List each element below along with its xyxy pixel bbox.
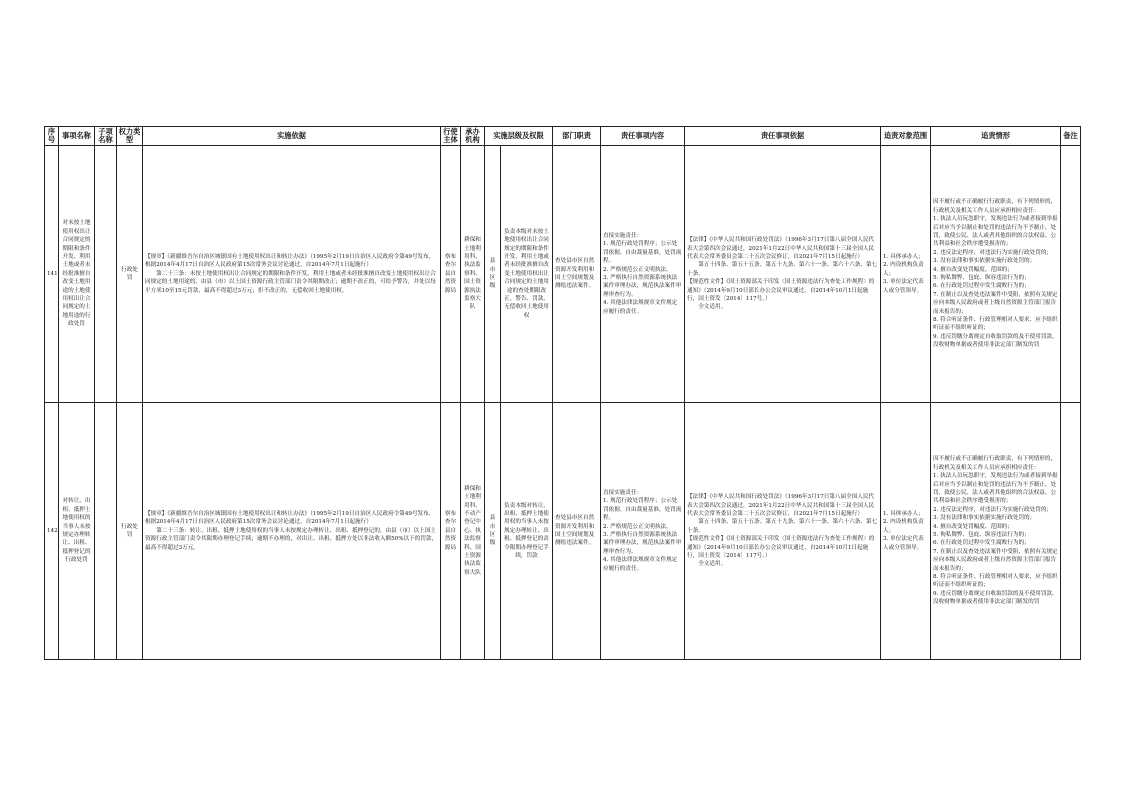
row-scope: 1. 具体承办人； 2. 内设机构负责人； 3. 单位法定代表人或分管领导。 (881, 403, 931, 660)
header-sub: 子项名称 (95, 127, 117, 146)
row-subject: 察布查尔县自然资源局 (441, 146, 461, 403)
header-resp-basis: 责任事项依据 (685, 127, 881, 146)
row-situation: 因不履行或不正确履行行政职责，有下列情形的，行政机关及相关工作人员应承担相应责任： 1. 执法人员玩忽职守，发现违法行为或者接到举报后对应当予以制止和处罚的违法行为不予制止、处罚，致使公民、法人或者其他组织的合法权益、公共利益和社会秩序遭受损害的； 2. 违反法定程序，对违法行为实施行政处罚的； 3. 没有法律和事实依据实施行政处罚的； 4. 擅自改变处罚幅度、范围的； 5. 徇私舞弊、包庇、纵容违法行为的； 6. 在行政处罚过程中发生腐败行为的； 7. 在制止以及查处违法案件中受阻，依照有关规定应向本级人民政府或者上级自然资源主管部门报告而未报告的； 8. 符合听证条件、行政管理相对人要求，应予组织听证而不组织听证的； 9. 违反罚缴分离规定自收取罚款的及不使用罚款，没收财物单据或者使用非法定部门制发的罚 (931, 403, 1061, 660)
row-dept-range: 负责本级对未按土地使用权出让合同规定的期限和条件开发、利用土地或者未经批准擅自改变土地使用权出让合同规定的土地用途的查处期限改正、警告、罚款、无偿收回土地使用权 (501, 146, 553, 403)
row-dept: 查处县市区自然资源开发利用和国土空间规划及测绘违法案件。 (553, 403, 601, 660)
row-resp: 直接实施责任： 1. 规范行政处罚程序；公示处罚依据、自由裁量基准，处罚流程。 2. 严格规范公正文明执法。 3. 严格执行自然资源系统执法案件审理办法，规范执法案件审理审查行为。 4. 其他法律法规规章文件规定应履行的责任。 (601, 146, 685, 403)
header-situation: 追责情形 (931, 127, 1061, 146)
header-resp: 责任事项内容 (601, 127, 685, 146)
header-type: 权力类型 (117, 127, 143, 146)
header-basis: 实施依据 (143, 127, 441, 146)
header-name: 事项名称 (59, 127, 95, 146)
row-level: 县市区级 (485, 146, 501, 403)
power-list-table (44, 126, 1081, 660)
row-subject: 察布查尔县自然资源局 (441, 403, 461, 660)
row-resp: 直接实施责任： 1. 规范行政处罚程序；公示处罚依据、自由裁量基准，处罚流程。 2. 严格规范公正文明执法。 3. 严格执行自然资源系统执法案件审理办法，规范执法案件审理审查行为。 4. 其他法律法规规章文件规定应履行的责任。 (601, 403, 685, 660)
row-org: 耕保和土地利用科、执法监察科、国土资源执法监察大队 (461, 146, 485, 403)
table-row (45, 403, 1081, 660)
row-resp-basis: 【法律】《中华人民共和国行政处罚法》（1996年3月17日第八届全国人民代表大会第四次会议通过，2021年1月22日中华人民共和国第十三届全国人民代表大会常务委员会第二十五次会议修订，自2021年7月15日起施行） 第五十四条、第五十五条、第五十九条、第六十一条、第六十六条、第七十条。 【规范性文件】《国土资源部关于印发〈国土资源违法行为查处工作规程〉的通知》（2014年9月10日部长办公会议审议通过，自2014年10月1日起施行，国土资发〔2014〕117号。） 全文适用。 (685, 403, 881, 660)
row-seq: 141 (45, 146, 59, 403)
header-org: 承办机构 (461, 127, 485, 146)
row-org: 耕保和土地利用科、不动产登记中心、执法监察科、国土资源执法监察大队 (461, 403, 485, 660)
row-note (1061, 146, 1081, 403)
row-dept: 查处县市区自然资源开发利用和国土空间规划及测绘违法案件。 (553, 146, 601, 403)
header-note: 备注 (1061, 127, 1081, 146)
row-basis: 【规章】《新疆维吾尔自治区城镇国有土地使用权出让和转让办法》（1995年2月19日自治区人民政府令第49号发布，根据2014年4月17日自治区人民政府第15次常务会议讨论通过，自2014年7月1日起施行） 第二十三条：未按土地使用权出让合同规定的期限和条件开发，利用土地或者未经批准擅自改变土地使用权出让合同规定的土地用途的，由县（市）以上国土资源行政主管部门责令其限期改正；逾期不改正的，可给予警告，并处以每平方米10至15元罚款，最高不得超过3万元；拒不改正的，无偿收回土地使用权。 (143, 146, 441, 403)
row-sub (95, 403, 117, 660)
row-type: 行政处罚 (117, 146, 143, 403)
header-subject: 行使主体 (441, 127, 461, 146)
row-sub (95, 146, 117, 403)
table-row (45, 146, 1081, 403)
table-header-row (45, 127, 1081, 146)
row-level: 县市区级 (485, 403, 501, 660)
row-note (1061, 403, 1081, 660)
row-dept-range: 负责本级对转让、出租、抵押土地使用权的当事人未按规定办理转让、出租、抵押登记的责令限期办理登记手续，罚款 (501, 403, 553, 660)
row-name: 对转让、出租、抵押土地使用权的当事人未按规定办理转让、出租、抵押登记的行政处罚 (59, 403, 95, 660)
header-seq: 序号 (45, 127, 59, 146)
header-dept: 部门职责 (553, 127, 601, 146)
row-resp-basis: 【法律】《中华人民共和国行政处罚法》（1996年3月17日第八届全国人民代表大会第四次会议通过，2021年1月22日中华人民共和国第十三届全国人民代表大会常务委员会第二十五次会议修订，自2021年7月15日起施行） 第五十四条、第五十五条、第五十九条、第六十一条、第六十六条、第七十条。 【规范性文件】《国土资源部关于印发〈国土资源违法行为查处工作规程〉的通知》（2014年9月10日部长办公会议审议通过，自2014年10月1日起施行，国土资发〔2014〕117号。） 全文适用。 (685, 146, 881, 403)
row-type: 行政处罚 (117, 403, 143, 660)
row-situation: 因不履行或不正确履行行政职责，有下列情形的，行政机关及相关工作人员应承担相应责任： 1. 执法人员玩忽职守，发现违法行为或者接到举报后对应当予以制止和处罚的违法行为不予制止、处罚，致使公民、法人或者其他组织的合法权益、公共利益和社会秩序遭受损害的； 2. 违反法定程序，对违法行为实施行政处罚的； 3. 没有法律和事实依据实施行政处罚的； 4. 擅自改变处罚幅度、范围的； 5. 徇私舞弊、包庇、纵容违法行为的； 6. 在行政处罚过程中发生腐败行为的； 7. 在制止以及查处违法案件中受阻，依照有关规定应向本级人民政府或者上级自然资源主管部门报告而未报告的； 8. 符合听证条件、行政管理相对人要求，应予组织听证而不组织听证的； 9. 违反罚缴分离规定自收取罚款的及不使用罚款，没收财物单据或者使用非法定部门制发的罚 (931, 146, 1061, 403)
header-scope: 追责对象范围 (881, 127, 931, 146)
row-scope: 1. 具体承办人； 2. 内设机构负责人； 3. 单位法定代表人或分管领导。 (881, 146, 931, 403)
row-seq: 142 (45, 403, 59, 660)
row-name: 对未按土地使用权出让合同规定的期限和条件开发、利用土地或者未经批准擅自改变土地用途的土地使用权出让合同规定的土地用途的行政处罚 (59, 146, 95, 403)
header-level: 实施层级及权限 (485, 127, 553, 146)
row-basis: 【规章】《新疆维吾尔自治区城镇国有土地使用权出让和转让办法》（1995年2月19日自治区人民政府令第49号发布，根据2014年4月17日自治区人民政府第15次常务会议讨论通过，自2014年7月1日起施行） 第二十三条：转让、出租、抵押土地使用权的当事人未按规定办理转让、出租、抵押登记的，由县（市）以上国土资源行政主管部门责令其限期办理登记手续；逾期不办理的，对出让、出租、抵押方处以非法收入额50%以下的罚款，最高不得超过3万元。 (143, 403, 441, 660)
